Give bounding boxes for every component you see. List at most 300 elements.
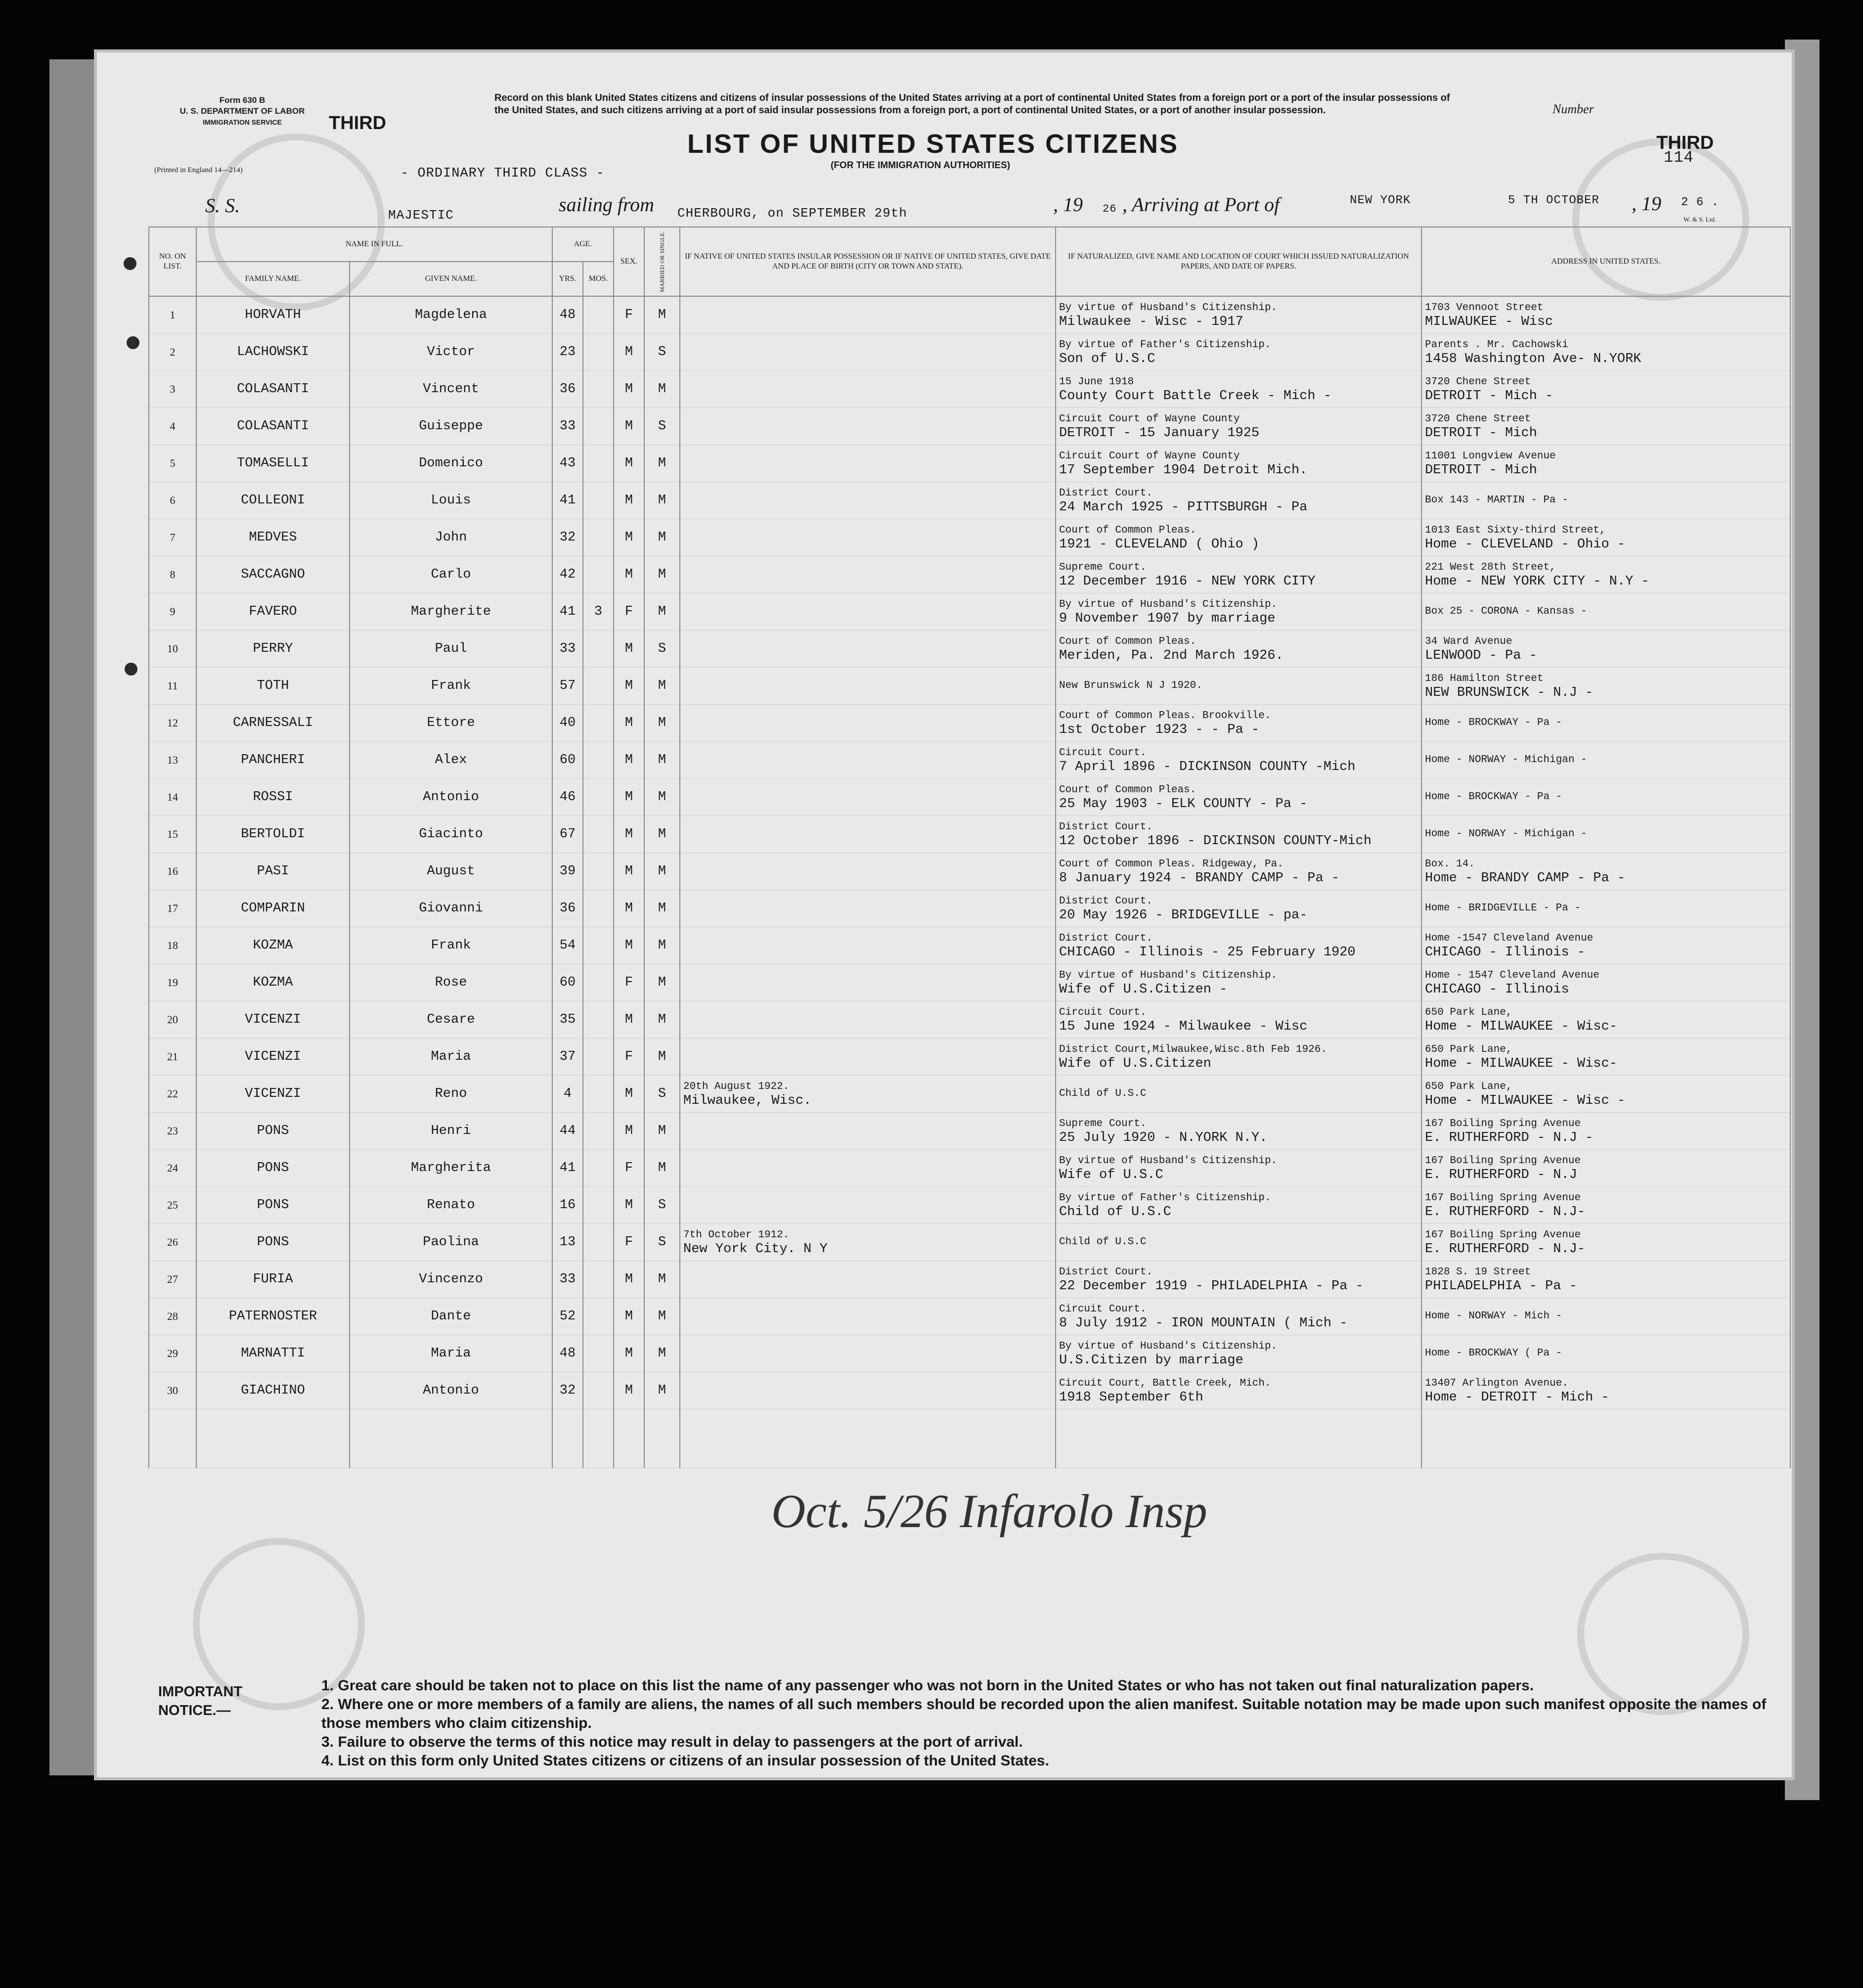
naturalization-info [1056,742,1421,779]
blank-cell [149,1409,196,1468]
age-months [583,482,614,519]
family-name: PASI [196,853,350,890]
address-info-line1: Box. 14. [1425,858,1475,870]
naturalization-info [1056,1372,1421,1409]
naturalization-info [1056,408,1421,445]
naturalization-info [1056,668,1421,705]
birth-info [680,705,1056,742]
given-name: Victor [350,334,552,371]
naturalization-info-line2: Meriden, Pa. 2nd March 1926. [1059,648,1284,663]
age-months [583,1001,614,1039]
col-married: MARRIED OR SINGLE. [644,227,680,296]
age-months [583,1261,614,1298]
year2-label: , 19 [1632,192,1661,215]
table-row [149,742,1790,779]
family-name: COMPARIN [196,890,350,927]
address-info [1421,1261,1790,1298]
sex-cell: M [614,668,644,705]
naturalization-info-line2: 12 October 1896 - DICKINSON COUNTY-Mich [1059,834,1372,849]
sex-cell: M [614,1261,644,1298]
given-name: Henri [350,1113,552,1150]
address-info [1421,1039,1790,1076]
address-info [1421,705,1790,742]
naturalization-info [1056,1113,1421,1150]
address-info-line1: 167 Boiling Spring Avenue [1425,1229,1581,1241]
age-months [583,890,614,927]
marital-status: S [644,1076,680,1113]
col-native: IF NATIVE OF UNITED STATES INSULAR POSSESSION OR IF NATIVE OF UNITED STATES, GIVE DATE AND PLACE OF BIRTH (CITY OR TOWN AND STATE). [680,227,1056,296]
address-info-line1: 167 Boiling Spring Avenue [1425,1118,1581,1130]
age-months [583,1298,614,1335]
address-info [1421,593,1790,631]
address-info-line1: Home -1547 Cleveland Avenue [1425,933,1594,944]
naturalization-info-line1: New Brunswick N J 1920. [1059,680,1202,691]
address-info-line2: E. RUTHERFORD - N.J [1425,1168,1577,1182]
naturalization-info-line2: Child of U.S.C [1059,1205,1171,1220]
marital-status: M [644,1001,680,1039]
notice-list [321,1676,1775,1770]
naturalization-info-line2: 1918 September 6th [1059,1390,1203,1405]
arrival-port: NEW YORK [1350,194,1411,207]
naturalization-info-line2: County Court Battle Creek - Mich - [1059,389,1331,404]
naturalization-info [1056,482,1421,519]
age-years: 4 [552,1076,583,1113]
col-age: AGE. [552,227,614,262]
table-row [149,556,1790,593]
number-label: Number [1552,102,1594,116]
address-info [1421,742,1790,779]
row-number: 4 [149,408,196,445]
given-name: Frank [350,927,552,964]
address-info [1421,631,1790,668]
birth-info [680,334,1056,371]
birth-info [680,371,1056,408]
row-number: 2 [149,334,196,371]
naturalization-info-line1: By virtue of Father's Citizenship. [1059,1192,1271,1204]
naturalization-info [1056,1039,1421,1076]
list-number: 114 [1664,148,1694,167]
year-value: 26 [1103,203,1117,215]
naturalization-info-line2: 1921 - CLEVELAND ( Ohio ) [1059,537,1260,552]
family-name: MEDVES [196,519,350,556]
table-row [149,1039,1790,1076]
marital-status: S [644,1187,680,1224]
naturalization-info-line1: District Court. [1059,933,1153,944]
family-name: COLASANTI [196,408,350,445]
col-family: FAMILY NAME. [196,262,350,296]
table-row [149,334,1790,371]
manifest-page [94,49,1795,1780]
address-info-line1: Box 25 - CORONA - Kansas - [1425,606,1587,617]
naturalization-info [1056,890,1421,927]
birth-info [680,408,1056,445]
sex-cell: F [614,1224,644,1261]
notice-item: 2. Where one or more members of a family are aliens, the names of all such members should be recorded upon the alien manifest. Suitable notation may be made upon such manifest opposite the names of those members who claim citizenship. [321,1696,1767,1731]
col-given: GIVEN NAME. [350,262,552,296]
notice-title: IMPORTANT NOTICE.— [158,1684,243,1718]
naturalization-info [1056,1335,1421,1372]
naturalization-info [1056,296,1421,334]
marital-status: M [644,927,680,964]
row-number: 24 [149,1150,196,1187]
address-info-line2: DETROIT - Mich - [1425,389,1553,404]
blank-cell [1056,1409,1421,1468]
table-row [149,1001,1790,1039]
marital-status: M [644,371,680,408]
row-number: 28 [149,1298,196,1335]
address-info-line1: 167 Boiling Spring Avenue [1425,1155,1581,1167]
naturalization-info [1056,705,1421,742]
arrival-date: 5 TH OCTOBER [1508,194,1599,207]
naturalization-info-line2: 17 September 1904 Detroit Mich. [1059,463,1308,478]
naturalization-info [1056,779,1421,816]
marital-status: M [644,705,680,742]
naturalization-info-line2: 1st October 1923 - - Pa - [1059,723,1260,737]
age-years: 40 [552,705,583,742]
address-info-line1: 34 Ward Avenue [1425,636,1512,647]
row-number: 7 [149,519,196,556]
naturalization-info-line1: By virtue of Husband's Citizenship. [1059,970,1278,981]
table-header-row-1 [149,227,1790,262]
address-info-line1: Home - BROCKWAY - Pa - [1425,791,1562,803]
page-title: LIST OF UNITED STATES CITIZENS [687,129,1179,159]
given-name: Domenico [350,445,552,482]
address-info-line2: CHICAGO - Illinois [1425,982,1569,997]
age-years: 36 [552,890,583,927]
row-number: 21 [149,1039,196,1076]
family-name: FURIA [196,1261,350,1298]
row-number: 15 [149,816,196,853]
address-info-line1: 650 Park Lane, [1425,1007,1512,1018]
family-name: COLASANTI [196,371,350,408]
naturalization-info [1056,631,1421,668]
age-years: 16 [552,1187,583,1224]
address-info [1421,1076,1790,1113]
address-info [1421,668,1790,705]
naturalization-info-line2: 8 January 1924 - BRANDY CAMP - Pa - [1059,871,1340,886]
naturalization-info-line2: 20 May 1926 - BRIDGEVILLE - pa- [1059,908,1308,923]
naturalization-info-line2: U.S.Citizen by marriage [1059,1353,1243,1368]
naturalization-info [1056,927,1421,964]
blank-cell [1421,1409,1790,1468]
form-number: Form 630 B [219,95,266,105]
address-info [1421,853,1790,890]
birth-info [680,1113,1056,1150]
address-info-line2: Home - MILWAUKEE - Wisc- [1425,1056,1617,1071]
row-number: 9 [149,593,196,631]
table-row [149,779,1790,816]
printer-stamp: W. & S. Ltd. [1684,216,1716,223]
address-info-line2: MILWAUKEE - Wisc [1425,315,1553,329]
age-years: 41 [552,593,583,631]
birth-info [680,556,1056,593]
age-years: 35 [552,1001,583,1039]
address-info-line2: Home - NEW YORK CITY - N.Y - [1425,574,1649,589]
naturalization-info-line1: District Court. [1059,896,1153,907]
address-info [1421,408,1790,445]
naturalization-info-line1: Circuit Court. [1059,1304,1147,1315]
address-info-line2: Home - CLEVELAND - Ohio - [1425,537,1626,552]
birth-info [680,779,1056,816]
naturalization-info [1056,1298,1421,1335]
service-label: IMMIGRATION SERVICE [203,118,282,126]
marital-status: M [644,593,680,631]
col-address: ADDRESS IN UNITED STATES. [1421,227,1790,296]
naturalization-info-line2: 15 June 1924 - Milwaukee - Wisc [1059,1019,1308,1034]
sex-cell: F [614,296,644,334]
address-info [1421,519,1790,556]
marital-status: M [644,853,680,890]
table-row [149,519,1790,556]
naturalization-info-line1: District Court,Milwaukee,Wisc.8th Feb 1926. [1059,1044,1327,1055]
row-number: 3 [149,371,196,408]
blank-cell [680,1409,1056,1468]
blank-cell [196,1409,350,1468]
table-row [149,668,1790,705]
table-row-blank [149,1409,1790,1468]
naturalization-info-line1: Supreme Court. [1059,1118,1147,1130]
naturalization-info-line2: Son of U.S.C [1059,352,1155,366]
naturalization-info [1056,1261,1421,1298]
birth-info-line1: 20th August 1922. [683,1081,790,1092]
age-years: 33 [552,631,583,668]
age-years: 48 [552,296,583,334]
sex-cell: F [614,1039,644,1076]
age-months [583,742,614,779]
given-name: Vincent [350,371,552,408]
naturalization-info-line1: District Court. [1059,488,1153,499]
naturalization-info-line1: District Court. [1059,821,1153,833]
birth-info [680,1261,1056,1298]
row-number: 23 [149,1113,196,1150]
blank-cell [644,1409,680,1468]
naturalization-info-line1: Court of Common Pleas. Brookville. [1059,710,1271,722]
family-name: VICENZI [196,1076,350,1113]
naturalization-info [1056,816,1421,853]
address-info [1421,890,1790,927]
age-months [583,1372,614,1409]
age-months [583,1150,614,1187]
naturalization-info [1056,1187,1421,1224]
table-row [149,408,1790,445]
address-info-line1: Home - 1547 Cleveland Avenue [1425,970,1599,981]
naturalization-info-line2: 25 May 1903 - ELK COUNTY - Pa - [1059,797,1308,812]
row-number: 18 [149,927,196,964]
age-years: 54 [552,927,583,964]
given-name: Reno [350,1076,552,1113]
birth-info [680,890,1056,927]
sex-cell: M [614,445,644,482]
birth-info [680,964,1056,1001]
address-info-line2: PHILADELPHIA - Pa - [1425,1279,1577,1294]
naturalization-info-line2: 25 July 1920 - N.YORK N.Y. [1059,1130,1268,1145]
naturalization-info-line2: Wife of U.S.Citizen - [1059,982,1228,997]
naturalization-info-line1: Circuit Court. [1059,747,1147,759]
marital-status: M [644,890,680,927]
address-info-line1: 3720 Chene Street [1425,413,1531,425]
address-info-line2: Home - BRANDY CAMP - Pa - [1425,871,1626,886]
table-row [149,593,1790,631]
address-info-line2: E. RUTHERFORD - N.J- [1425,1205,1586,1220]
naturalization-info-line2: 24 March 1925 - PITTSBURGH - Pa [1059,500,1308,515]
age-months [583,853,614,890]
row-number: 29 [149,1335,196,1372]
age-years: 32 [552,519,583,556]
sex-cell: M [614,779,644,816]
address-info-line1: Home - BROCKWAY - Pa - [1425,717,1562,728]
address-info-line1: 221 West 28th Street, [1425,562,1556,573]
family-name: CARNESSALI [196,705,350,742]
marital-status: M [644,1261,680,1298]
address-info-line1: 11001 Longview Avenue [1425,451,1556,462]
address-info-line1: 1013 East Sixty-third Street, [1425,525,1606,536]
given-name: Frank [350,668,552,705]
notice-item: 1. Great care should be taken not to place on this list the name of any passenger who was not born in the United States or who has not taken out final naturalization papers. [321,1677,1534,1694]
naturalization-info-line2: DETROIT - 15 January 1925 [1059,426,1260,441]
given-name: Margherite [350,593,552,631]
age-years: 39 [552,853,583,890]
given-name: Giovanni [350,890,552,927]
naturalization-info [1056,593,1421,631]
binding-hole [127,336,139,349]
sex-cell: M [614,482,644,519]
given-name: Carlo [350,556,552,593]
naturalization-info-line1: Circuit Court of Wayne County [1059,413,1240,425]
handwritten-inspection-note: Oct. 5/26 Infarolo Insp [771,1485,1207,1537]
birth-info [680,1150,1056,1187]
record-instructions: Record on this blank United States citizens and citizens of insular possessions of the United States arriving at a port of continental United States from a foreign port or a port of the insular possessions of the United States, and such citizens arriving at a port of said insular possessions from a foreign port, a port of continental United States, or a port of another insular possession. [494,92,1450,116]
family-name: LACHOWSKI [196,334,350,371]
address-info-line1: 167 Boiling Spring Avenue [1425,1192,1581,1204]
naturalization-info-line2: 7 April 1896 - DICKINSON COUNTY -Mich [1059,760,1356,774]
address-info [1421,816,1790,853]
marital-status: M [644,519,680,556]
given-name: Maria [350,1039,552,1076]
marital-status: S [644,334,680,371]
age-years: 33 [552,1261,583,1298]
naturalization-info-line1: Circuit Court, Battle Creek, Mich. [1059,1378,1271,1389]
given-name: Rose [350,964,552,1001]
table-row [149,445,1790,482]
given-name: Antonio [350,779,552,816]
address-info [1421,1187,1790,1224]
sex-cell: M [614,1113,644,1150]
family-name: SACCAGNO [196,556,350,593]
age-months [583,779,614,816]
given-name: Paul [350,631,552,668]
birth-info-line2: Milwaukee, Wisc. [683,1093,812,1108]
address-info [1421,482,1790,519]
address-info [1421,927,1790,964]
row-number: 11 [149,668,196,705]
marital-status: M [644,742,680,779]
family-name: KOZMA [196,964,350,1001]
table-row [149,1261,1790,1298]
naturalization-info-line2: Wife of U.S.C [1059,1168,1163,1182]
naturalization-info-line1: Child of U.S.C [1059,1236,1147,1248]
naturalization-info-line1: Court of Common Pleas. [1059,784,1197,796]
row-number: 30 [149,1372,196,1409]
table-row [149,1187,1790,1224]
marital-status: M [644,296,680,334]
address-info-line2: CHICAGO - Illinois - [1425,945,1586,960]
age-months [583,408,614,445]
address-info [1421,1113,1790,1150]
age-years: 52 [552,1298,583,1335]
sailing-from: CHERBOURG, on SEPTEMBER 29th [677,206,907,221]
ss-label: S. S. [205,194,240,217]
family-name: COLLEONI [196,482,350,519]
address-info-line1: Home - NORWAY - Michigan - [1425,828,1587,840]
row-number: 26 [149,1224,196,1261]
age-months [583,1113,614,1150]
naturalization-info-line1: Court of Common Pleas. [1059,525,1197,536]
age-months [583,445,614,482]
address-info-line2: Home - MILWAUKEE - Wisc- [1425,1019,1617,1034]
given-name: Margherita [350,1150,552,1187]
class-label-right: THIRD [1656,133,1714,153]
family-name: HORVATH [196,296,350,334]
address-info-line1: 1828 S. 19 Street [1425,1266,1531,1278]
naturalization-info [1056,371,1421,408]
page-subtitle: (FOR THE IMMIGRATION AUTHORITIES) [831,160,1011,171]
sailing-label: sailing from [559,193,654,216]
birth-info [680,1372,1056,1409]
given-name: Cesare [350,1001,552,1039]
address-info-line1: 650 Park Lane, [1425,1081,1512,1092]
naturalization-info [1056,1224,1421,1261]
given-name: Louis [350,482,552,519]
family-name: PONS [196,1187,350,1224]
table-row [149,816,1790,853]
birth-info [680,853,1056,890]
address-info [1421,964,1790,1001]
naturalization-info-line2: 22 December 1919 - PHILADELPHIA - Pa - [1059,1279,1364,1294]
birth-info [680,631,1056,668]
marital-status: M [644,1372,680,1409]
age-years: 57 [552,668,583,705]
table-body [149,296,1790,1468]
age-years: 41 [552,482,583,519]
naturalization-info [1056,445,1421,482]
blank-cell [350,1409,552,1468]
naturalization-info-line1: Child of U.S.C [1059,1088,1147,1099]
naturalization-info-line1: 15 June 1918 [1059,376,1134,388]
sex-cell: M [614,853,644,890]
birth-info [680,1187,1056,1224]
table-row [149,927,1790,964]
age-months [583,816,614,853]
given-name: Magdelena [350,296,552,334]
given-name: Maria [350,1335,552,1372]
table-row [149,371,1790,408]
age-months [583,927,614,964]
blank-cell [583,1409,614,1468]
row-number: 10 [149,631,196,668]
age-years: 67 [552,816,583,853]
row-number: 6 [149,482,196,519]
naturalization-info-line1: Circuit Court. [1059,1007,1147,1018]
marital-status: M [644,1113,680,1150]
birth-info [680,1039,1056,1076]
table-row [149,890,1790,927]
marital-status: S [644,631,680,668]
sex-cell: M [614,890,644,927]
family-name: GIACHINO [196,1372,350,1409]
given-name: Dante [350,1298,552,1335]
class-label-left: THIRD [329,113,387,134]
naturalization-info-line1: By virtue of Father's Citizenship. [1059,339,1271,351]
